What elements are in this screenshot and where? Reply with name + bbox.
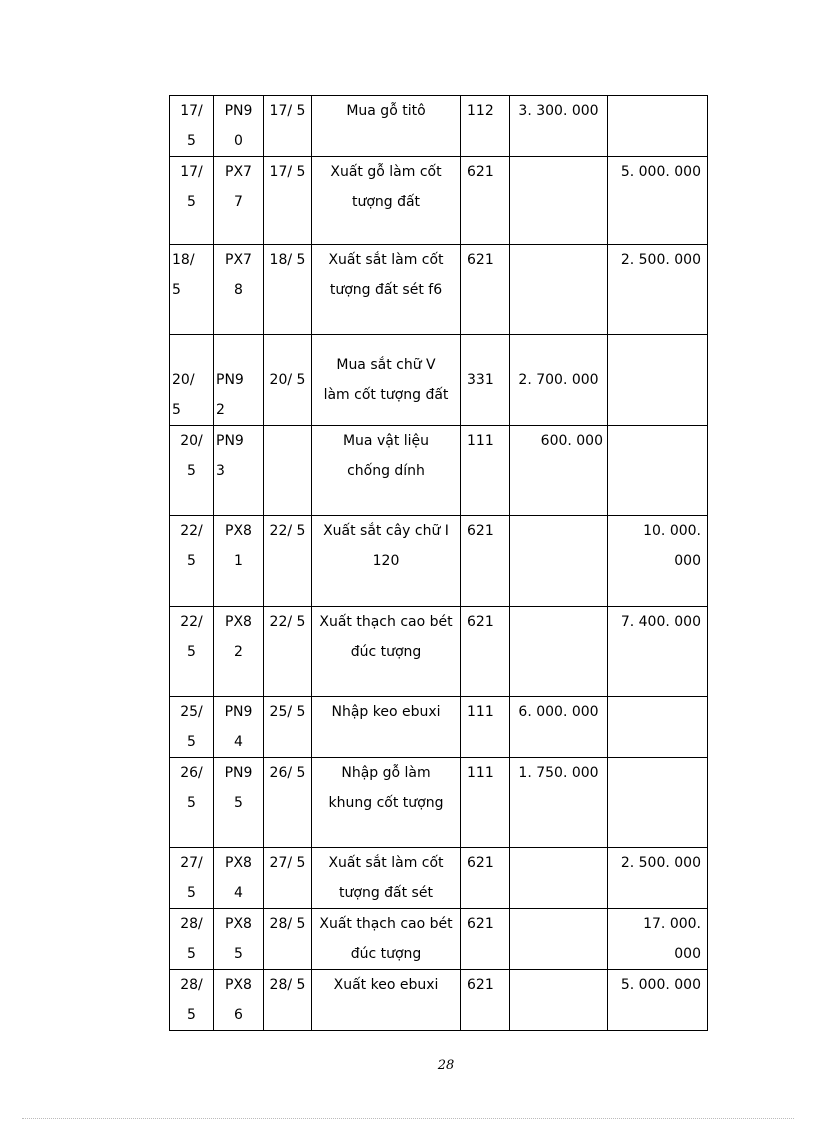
description-cell: Nhập gỗ làm khung cốt tượng xyxy=(312,758,461,848)
posting-date-cell: 20/ 5 xyxy=(264,335,312,426)
debit-cell: 1. 750. 000 xyxy=(510,758,608,848)
posting-date-cell: 22/ 5 xyxy=(264,516,312,607)
account-cell: 112 xyxy=(461,96,510,157)
posting-date-cell: 25/ 5 xyxy=(264,697,312,758)
table-row xyxy=(170,758,708,848)
date-cell: 18/ 5 xyxy=(170,245,214,335)
voucher-cell: PX8 2 xyxy=(214,607,264,697)
date-cell: 27/ 5 xyxy=(170,848,214,909)
description-cell: Nhập keo ebuxi xyxy=(312,697,461,758)
posting-date-cell: 27/ 5 xyxy=(264,848,312,909)
table-row xyxy=(170,607,708,697)
voucher-cell: PX8 4 xyxy=(214,848,264,909)
description-cell: Xuất sắt làm cốt tượng đất sét f6 xyxy=(312,245,461,335)
account-cell: 621 xyxy=(461,516,510,607)
debit-cell xyxy=(510,909,608,970)
description-cell: Xuất sắt cây chữ I 120 xyxy=(312,516,461,607)
credit-cell: 2. 500. 000 xyxy=(608,245,708,335)
table-row xyxy=(170,245,708,335)
credit-cell: 7. 400. 000 xyxy=(608,607,708,697)
debit-cell xyxy=(510,245,608,335)
date-cell: 25/ 5 xyxy=(170,697,214,758)
account-cell: 111 xyxy=(461,758,510,848)
posting-date-cell: 18/ 5 xyxy=(264,245,312,335)
posting-date-cell: 22/ 5 xyxy=(264,607,312,697)
voucher-cell: PX8 1 xyxy=(214,516,264,607)
posting-date-cell: 26/ 5 xyxy=(264,758,312,848)
table-row xyxy=(170,96,708,157)
credit-cell xyxy=(608,335,708,426)
voucher-cell: PX8 6 xyxy=(214,970,264,1031)
voucher-cell: PN9 4 xyxy=(214,697,264,758)
description-cell: Xuất gỗ làm cốt tượng đất xyxy=(312,157,461,245)
voucher-cell: PX7 7 xyxy=(214,157,264,245)
account-cell: 621 xyxy=(461,245,510,335)
date-cell: 28/ 5 xyxy=(170,970,214,1031)
account-cell: 621 xyxy=(461,909,510,970)
account-cell: 621 xyxy=(461,970,510,1031)
debit-cell: 600. 000 xyxy=(510,426,608,516)
description-cell: Mua sắt chữ V làm cốt tượng đất xyxy=(312,335,461,426)
description-cell: Xuất keo ebuxi xyxy=(312,970,461,1031)
page-number: 28 xyxy=(437,1058,455,1073)
account-cell: 621 xyxy=(461,848,510,909)
debit-cell xyxy=(510,970,608,1031)
credit-cell: 17. 000. 000 xyxy=(608,909,708,970)
posting-date-cell: 17/ 5 xyxy=(264,157,312,245)
credit-cell: 5. 000. 000 xyxy=(608,157,708,245)
description-cell: Xuất thạch cao bét đúc tượng xyxy=(312,607,461,697)
voucher-cell: PN9 0 xyxy=(214,96,264,157)
credit-cell xyxy=(608,96,708,157)
credit-cell xyxy=(608,426,708,516)
debit-cell: 3. 300. 000 xyxy=(510,96,608,157)
table-row xyxy=(170,697,708,758)
voucher-cell: PX8 5 xyxy=(214,909,264,970)
account-cell: 111 xyxy=(461,426,510,516)
account-cell: 331 xyxy=(461,335,510,426)
credit-cell: 10. 000. 000 xyxy=(608,516,708,607)
table-row xyxy=(170,848,708,909)
debit-cell: 6. 000. 000 xyxy=(510,697,608,758)
description-cell: Mua vật liệu chống dính xyxy=(312,426,461,516)
table-row xyxy=(170,970,708,1031)
description-cell: Xuất sắt làm cốt tượng đất sét xyxy=(312,848,461,909)
table-row xyxy=(170,516,708,607)
credit-cell xyxy=(608,758,708,848)
ledger-table xyxy=(169,95,708,1031)
debit-cell xyxy=(510,607,608,697)
date-cell: 20/ 5 xyxy=(170,335,214,426)
account-cell: 621 xyxy=(461,607,510,697)
credit-cell: 2. 500. 000 xyxy=(608,848,708,909)
table-row xyxy=(170,157,708,245)
posting-date-cell: 28/ 5 xyxy=(264,970,312,1031)
footer-divider xyxy=(22,1118,794,1119)
date-cell: 26/ 5 xyxy=(170,758,214,848)
debit-cell xyxy=(510,848,608,909)
voucher-cell: PN9 3 xyxy=(214,426,264,516)
posting-date-cell: 17/ 5 xyxy=(264,96,312,157)
voucher-cell: PN9 5 xyxy=(214,758,264,848)
account-cell: 621 xyxy=(461,157,510,245)
credit-cell: 5. 000. 000 xyxy=(608,970,708,1031)
date-cell: 20/ 5 xyxy=(170,426,214,516)
voucher-cell: PN9 2 xyxy=(214,335,264,426)
date-cell: 17/ 5 xyxy=(170,96,214,157)
account-cell: 111 xyxy=(461,697,510,758)
voucher-cell: PX7 8 xyxy=(214,245,264,335)
table-row xyxy=(170,335,708,426)
description-cell: Mua gỗ titô xyxy=(312,96,461,157)
date-cell: 17/ 5 xyxy=(170,157,214,245)
date-cell: 22/ 5 xyxy=(170,607,214,697)
description-cell: Xuất thạch cao bét đúc tượng xyxy=(312,909,461,970)
credit-cell xyxy=(608,697,708,758)
posting-date-cell: 28/ 5 xyxy=(264,909,312,970)
debit-cell: 2. 700. 000 xyxy=(510,335,608,426)
date-cell: 22/ 5 xyxy=(170,516,214,607)
debit-cell xyxy=(510,157,608,245)
debit-cell xyxy=(510,516,608,607)
date-cell: 28/ 5 xyxy=(170,909,214,970)
posting-date-cell xyxy=(264,426,312,516)
table-row xyxy=(170,909,708,970)
table-row xyxy=(170,426,708,516)
